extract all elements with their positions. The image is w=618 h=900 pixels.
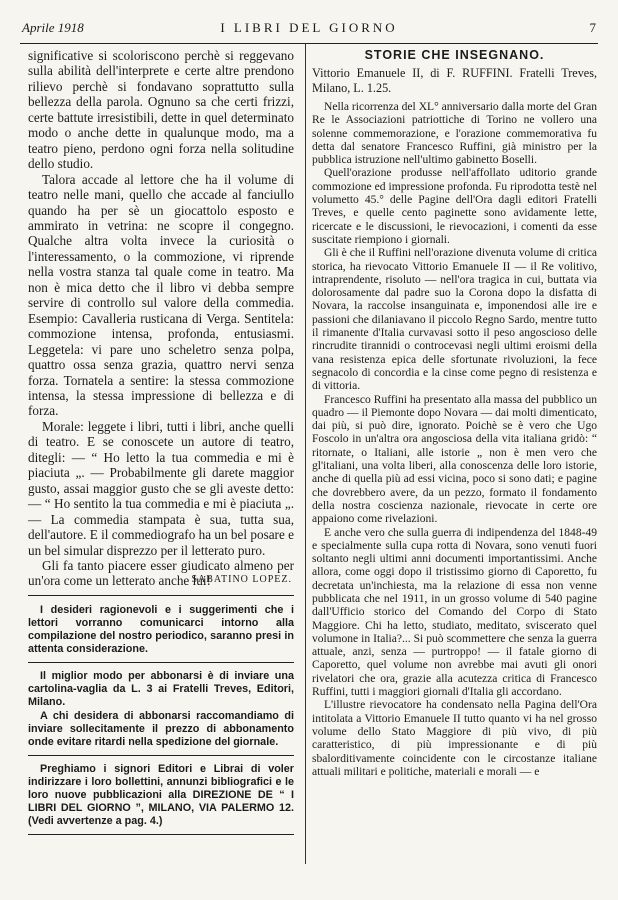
author-signature: SABATINO LOPEZ. xyxy=(191,573,292,585)
page-header xyxy=(20,20,598,42)
left-column xyxy=(28,48,294,842)
review-paragraph: Gli è che il Ruffini nell'orazione divenuta volume di critica storica, ha rievocato Vittorio Emanuele II — il Re volitivo, intraprendente, risoluto — nell'ora tragica in cui, buttata via dolorosamente dal padre suo la Corona dopo la disfatta di Novara, la raccolse insanguinata e, imponendosi alle ire e passioni che dilaniavano il piccolo Regno Sardo, mentre tutto il rimanente d'Italia curvavasi sotto il peso angoscioso delle rincrudite tirannidi o controcevasi negli ultimi eroismi della vana resistenza epica delle sfortunate rivoluzioni, la fece segnacolo di concordia e la cinse come pegno di resistenza e di vittoria. xyxy=(312,247,597,393)
review-paragraph: Nella ricorrenza del XL° anniversario dalla morte del Gran Re le Associazioni patriottiche di Torino ne vollero una solenne commemorazione, e l'orazione commemorativa fu detta dal senatore Francesco Ruffini, già ministro per la pubblica istruzione nell'ultimo gabinetto Boselli. xyxy=(312,101,597,167)
review-paragraph: E anche vero che sulla guerra di indipendenza del 1848-49 e specialmente sulla cupa rotta di Novara, sono venuti fuori soltanto negli ultimi anni documenti importantissimi. Anche allora, come oggi dopo il tristissimo giorno di Caporetto, fu decretata un'inchiesta, ma la relazione di essa non venne pubblicata che nel 1911, in un grosso volume di 540 pagine dall'Ufficio storico del Comando del Corpo di Stato Maggiore. Chi ha letto, studiato, meditato, sviscerato quel volumone in Italia?... Si può scommettere che senza la guerra attuale, anzi, senza — purtroppo! — il fatale giorno di Caporetto, quel volume non avrebbe mai avuti gli onori rivelatori che ora, grazie alla acutezza critica di Francesco Ruffini, tutti i maggiori giornali d'Italia gli accordano. xyxy=(312,526,597,699)
column-divider xyxy=(305,44,306,864)
notice-subscription-reminder: A chi desidera di abbonarsi raccomandiamo di inviare sollecitamente il prezzo di abbonamento onde evitare ritardi nella spedizione del giornale. xyxy=(28,709,294,748)
article-paragraph: significative si scoloriscono perchè si reggevano sulla abilità dell'interprete e certe altre prendono rilievo perchè si fondavano soprattutto sulla bellezza della parola. Ognuno sa che certi frizzi, certe battute irresistibili, dette in quel determinato modo o anche dette in qualunque modo, ma a teatro pieno, perdono ogni forza nella solitudine dello studio. xyxy=(28,48,294,172)
notice-divider xyxy=(28,595,294,596)
header-date: Aprile 1918 xyxy=(22,20,84,35)
header-rule xyxy=(20,43,598,44)
notice-suggestions: I desideri ragionevoli e i suggerimenti che i lettori vorranno comunicarci intorno alla compilazione del nostro periodico, saranno presi in attenta considerazione. xyxy=(28,603,294,656)
header-page-number: 7 xyxy=(589,20,596,35)
review-paragraph: Quell'orazione produsse nell'affollato uditorio grande commozione ed impressione profonda. Fu riprodotta testè nel volumetto 45.° delle Pagine dell'Ora dagli editori Fratelli Treves, e quelle cento paginette sono avidamente lette, ricercate e le discussioni, le rievocazioni, i comenti da esse suscitate riempiono i giornali. xyxy=(312,167,597,246)
review-paragraph: L'illustre rievocatore ha condensato nella Pagina dell'Ora intitolata a Vittorio Emanuele II tutto quanto vi ha nel grosso volume dello Stato Maggiore di più vivo, di più caratteristico, di più impressionante e di più sbalorditivamente coincidente con le circostanze italiane attuali militari e politiche, materiali e morali — e xyxy=(312,699,597,778)
notice-divider xyxy=(28,755,294,756)
article-paragraph: Morale: leggete i libri, tutti i libri, anche quelli di teatro. E se conoscete un autore di teatro, ditegli: — “ Ho letto la tua commedia e mi è piaciuta „. — Probabilmente gli darete maggior gusto, assai maggior gusto che se gli aveste detto: — “ Ho sentito la tua commedia e mi è piaciuta „. — La commedia stampata è sua, tutta sua, dell'autore. E il commediografo ha un bel posare e un bel simular disprezzo per il letterato puro. xyxy=(28,418,294,558)
header-journal-title: I LIBRI DEL GIORNO xyxy=(220,20,398,35)
article-paragraph: Gli fa tanto piacere esser giudicato almeno per un'ora come un letterato anche lui! xyxy=(28,557,294,589)
review-paragraph: Francesco Ruffini ha presentato alla massa del pubblico un quadro — il Piemonte dopo Novara — dai molti dimenticato, dai più, si può dire, ignorato. Poichè se è vero che Ugo Foscolo in un'altra ora angosciosa della vita italiana gridò: “ ritornate, o Italiani, alle istorie „ non è men vero che gl'italiani, una volta liberi, alla conoscenza delle loro istorie, anche di quella più ad essi vicina, poco si sono dati; e pagine che dovrebbero avere, da un pezzo, formato il fondamento della nostra coscienza nazionale, rievocate in certe ore appaiono come rivelazioni. xyxy=(312,393,597,526)
right-column xyxy=(312,48,597,779)
notice-publishers: Preghiamo i signori Editori e Librai di voler indirizzare i loro bollettini, annunzi bibliografici e le loro nuove pubblicazioni alla DIREZIONE DE “ I LIBRI DEL GIORNO ”, MILANO, VIA PALERMO 12. (Vedi avvertenze a pag. 4.) xyxy=(28,762,294,828)
notice-subscription: Il miglior modo per abbonarsi è di inviare una cartolina-vaglia da L. 3 ai Fratelli Treves, Editori, Milano. xyxy=(28,670,294,709)
article-paragraph: Talora accade al lettore che ha il volume di teatro nelle mani, quello che accade al fanciullo quando ha per sè un giocattolo esposto e ammirato in vetrina: ne scopre il congegno. Qualche altra volta invece la curiosità o l'interessamento, o la commozione, vi riprende nella vostra stanza tal quale come in teatro. Ma non è mica detto che il libro vi debba sempre servire di controllo sul valore della commedia. Esempio: Cavalleria rusticana di Verga. Sentitela: commozione intensa, profonda, entusiasmi. Leggetela: vi pare uno scheletro senza polpa, quattro ossa senza grazia, quattro nervi senza forza. Tornatela a sentire: la stessa commozione intensa, la stessa impressione di bellezza e di forza. xyxy=(28,171,294,419)
notice-divider xyxy=(28,834,294,835)
book-reference: Vittorio Emanuele II, di F. RUFFINI. Fratelli Treves, Milano, L. 1.25. xyxy=(312,66,597,95)
section-title: STORIE CHE INSEGNANO. xyxy=(364,48,545,62)
notice-divider xyxy=(28,662,294,663)
